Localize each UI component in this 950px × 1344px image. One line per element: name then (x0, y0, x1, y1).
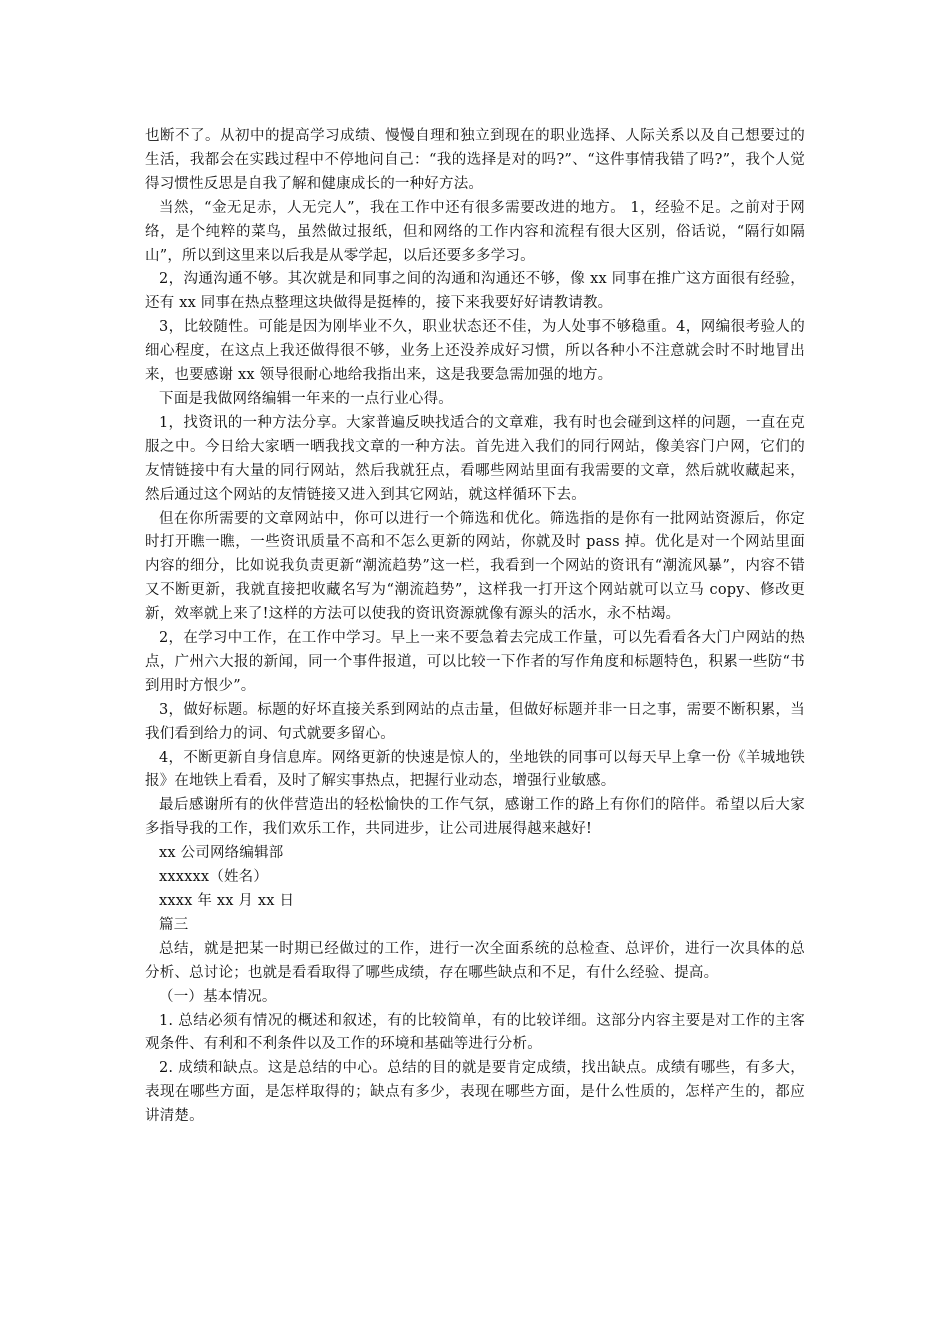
signature-department: xx 公司网络编辑部 (159, 845, 284, 862)
paragraph-6: 1，找资讯的一种方法分享。大家普遍反映找适合的文章难，我有时也会碰到这样的问题，一直在克服之中。今日给大家晒一晒我找文章的一种方法。首先进入我们的同行网站，像美容门户网，它们的友情链接中有大量的同行网站，然后我就狂点，看哪些网站里面有我需要的文章，然后就收藏起来，然后通过这个网站的友情链接又进入到其它网站，就这样循环下去。 (145, 414, 805, 503)
paragraph-3: 2，沟通沟通不够。其次就是和同事之间的沟通和沟通还不够，像 xx 同事在推广这方面很有经验，还有 xx 同事在热点整理这块做得是挺棒的，接下来我要好好请教请教。 (145, 271, 805, 312)
paragraph-16: 总结，就是把某一时期已经做过的工作，进行一次全面系统的总检查、总评价，进行一次具体的总分析、总讨论；也就是看看取得了哪些成绩，存在哪些缺点和不足，有什么经验、提高。 (145, 940, 805, 981)
paragraph-18: 1. 总结必须有情况的概述和叙述，有的比较简单，有的比较详细。这部分内容主要是对工作的主客观条件、有利和不利条件以及工作的环境和基础等进行分析。 (145, 1012, 805, 1053)
subsection-heading: （一）基本情况。 (159, 988, 277, 1005)
paragraph-8: 2，在学习中工作，在工作中学习。早上一来不要急着去完成工作量，可以先看看各大门户网站的热点，广州六大报的新闻，同一个事件报道，可以比较一下作者的写作角度和标题特色，积累一些防“书到用时方恨少”。 (145, 630, 805, 694)
paragraph-5: 下面是我做网络编辑一年来的一点行业心得。 (159, 390, 453, 407)
paragraph-10: 4，不断更新自身信息库。网络更新的快速是惊人的，坐地铁的同事可以每天早上拿一份《羊城地铁报》在地铁上看看，及时了解实事热点，把握行业动态，增强行业敏感。 (145, 749, 805, 790)
paragraph-7: 但在你所需要的文章网站中，你可以进行一个筛选和优化。筛选指的是你有一批网站资源后，你定时打开瞧一瞧，一些资讯质量不高和不怎么更新的网站，你就及时 pass 掉。优化是对一个网站里面内容的细分，比如说我负责更新“潮流趋势”这一栏，我看到一个网站的资讯有“潮流风暴”，内容不错又不断更新，我就直接把收藏名写为“潮流趋势”，这样我一打开这个网站就可以立马 copy、修改更新，效率就上来了!这样的方法可以使我的资讯资源就像有源头的活水，永不枯竭。 (145, 510, 805, 623)
paragraph-4: 3，比较随性。可能是因为刚毕业不久，职业状态还不佳，为人处事不够稳重。4，网编很考验人的细心程度，在这点上我还做得很不够，业务上还没养成好习惯，所以各种小不注意就会时不时地冒出来，也要感谢 xx 领导很耐心地给我指出来，这是我要急需加强的地方。 (145, 319, 805, 384)
paragraph-19: 2. 成绩和缺点。这是总结的中心。总结的目的就是要肯定成绩，找出缺点。成绩有哪些，有多大，表现在哪些方面，是怎样取得的；缺点有多少，表现在哪些方面，是什么性质的，怎样产生的，都应讲清楚。 (145, 1060, 805, 1125)
paragraph-11: 最后感谢所有的伙伴营造出的轻松愉快的工作气氛，感谢工作的路上有你们的陪伴。希望以后大家多指导我的工作，我们欢乐工作，共同进步，让公司进展得越来越好! (145, 797, 805, 838)
signature-date: xxxx 年 xx 月 xx 日 (159, 893, 295, 909)
signature-name: xxxxxx（姓名） (159, 869, 269, 886)
paragraph-2: 当然，“金无足赤，人无完人”，我在工作中还有很多需要改进的地方。 1，经验不足。之前对于网络，是个纯粹的菜鸟，虽然做过报纸，但和网络的工作内容和流程有很大区别，俗话说，“隔行如隔山”，所以到这里来以后我是从零学起，以后还要多多学习。 (145, 199, 805, 264)
paragraph-9: 3，做好标题。标题的好坏直接关系到网站的点击量，但做好标题并非一日之事，需要不断积累，当我们看到给力的词、句式就要多留心。 (145, 701, 805, 742)
paragraph-1: 也断不了。从初中的提高学习成绩、慢慢自理和独立到现在的职业选择、人际关系以及自己想要过的生活，我都会在实践过程中不停地问自己：“我的选择是对的吗?”、“这件事情我错了吗?”，我个人觉得习惯性反思是自我了解和健康成长的一种好方法。 (145, 128, 805, 192)
section-heading: 篇三 (159, 916, 189, 933)
document-body (145, 125, 805, 1129)
